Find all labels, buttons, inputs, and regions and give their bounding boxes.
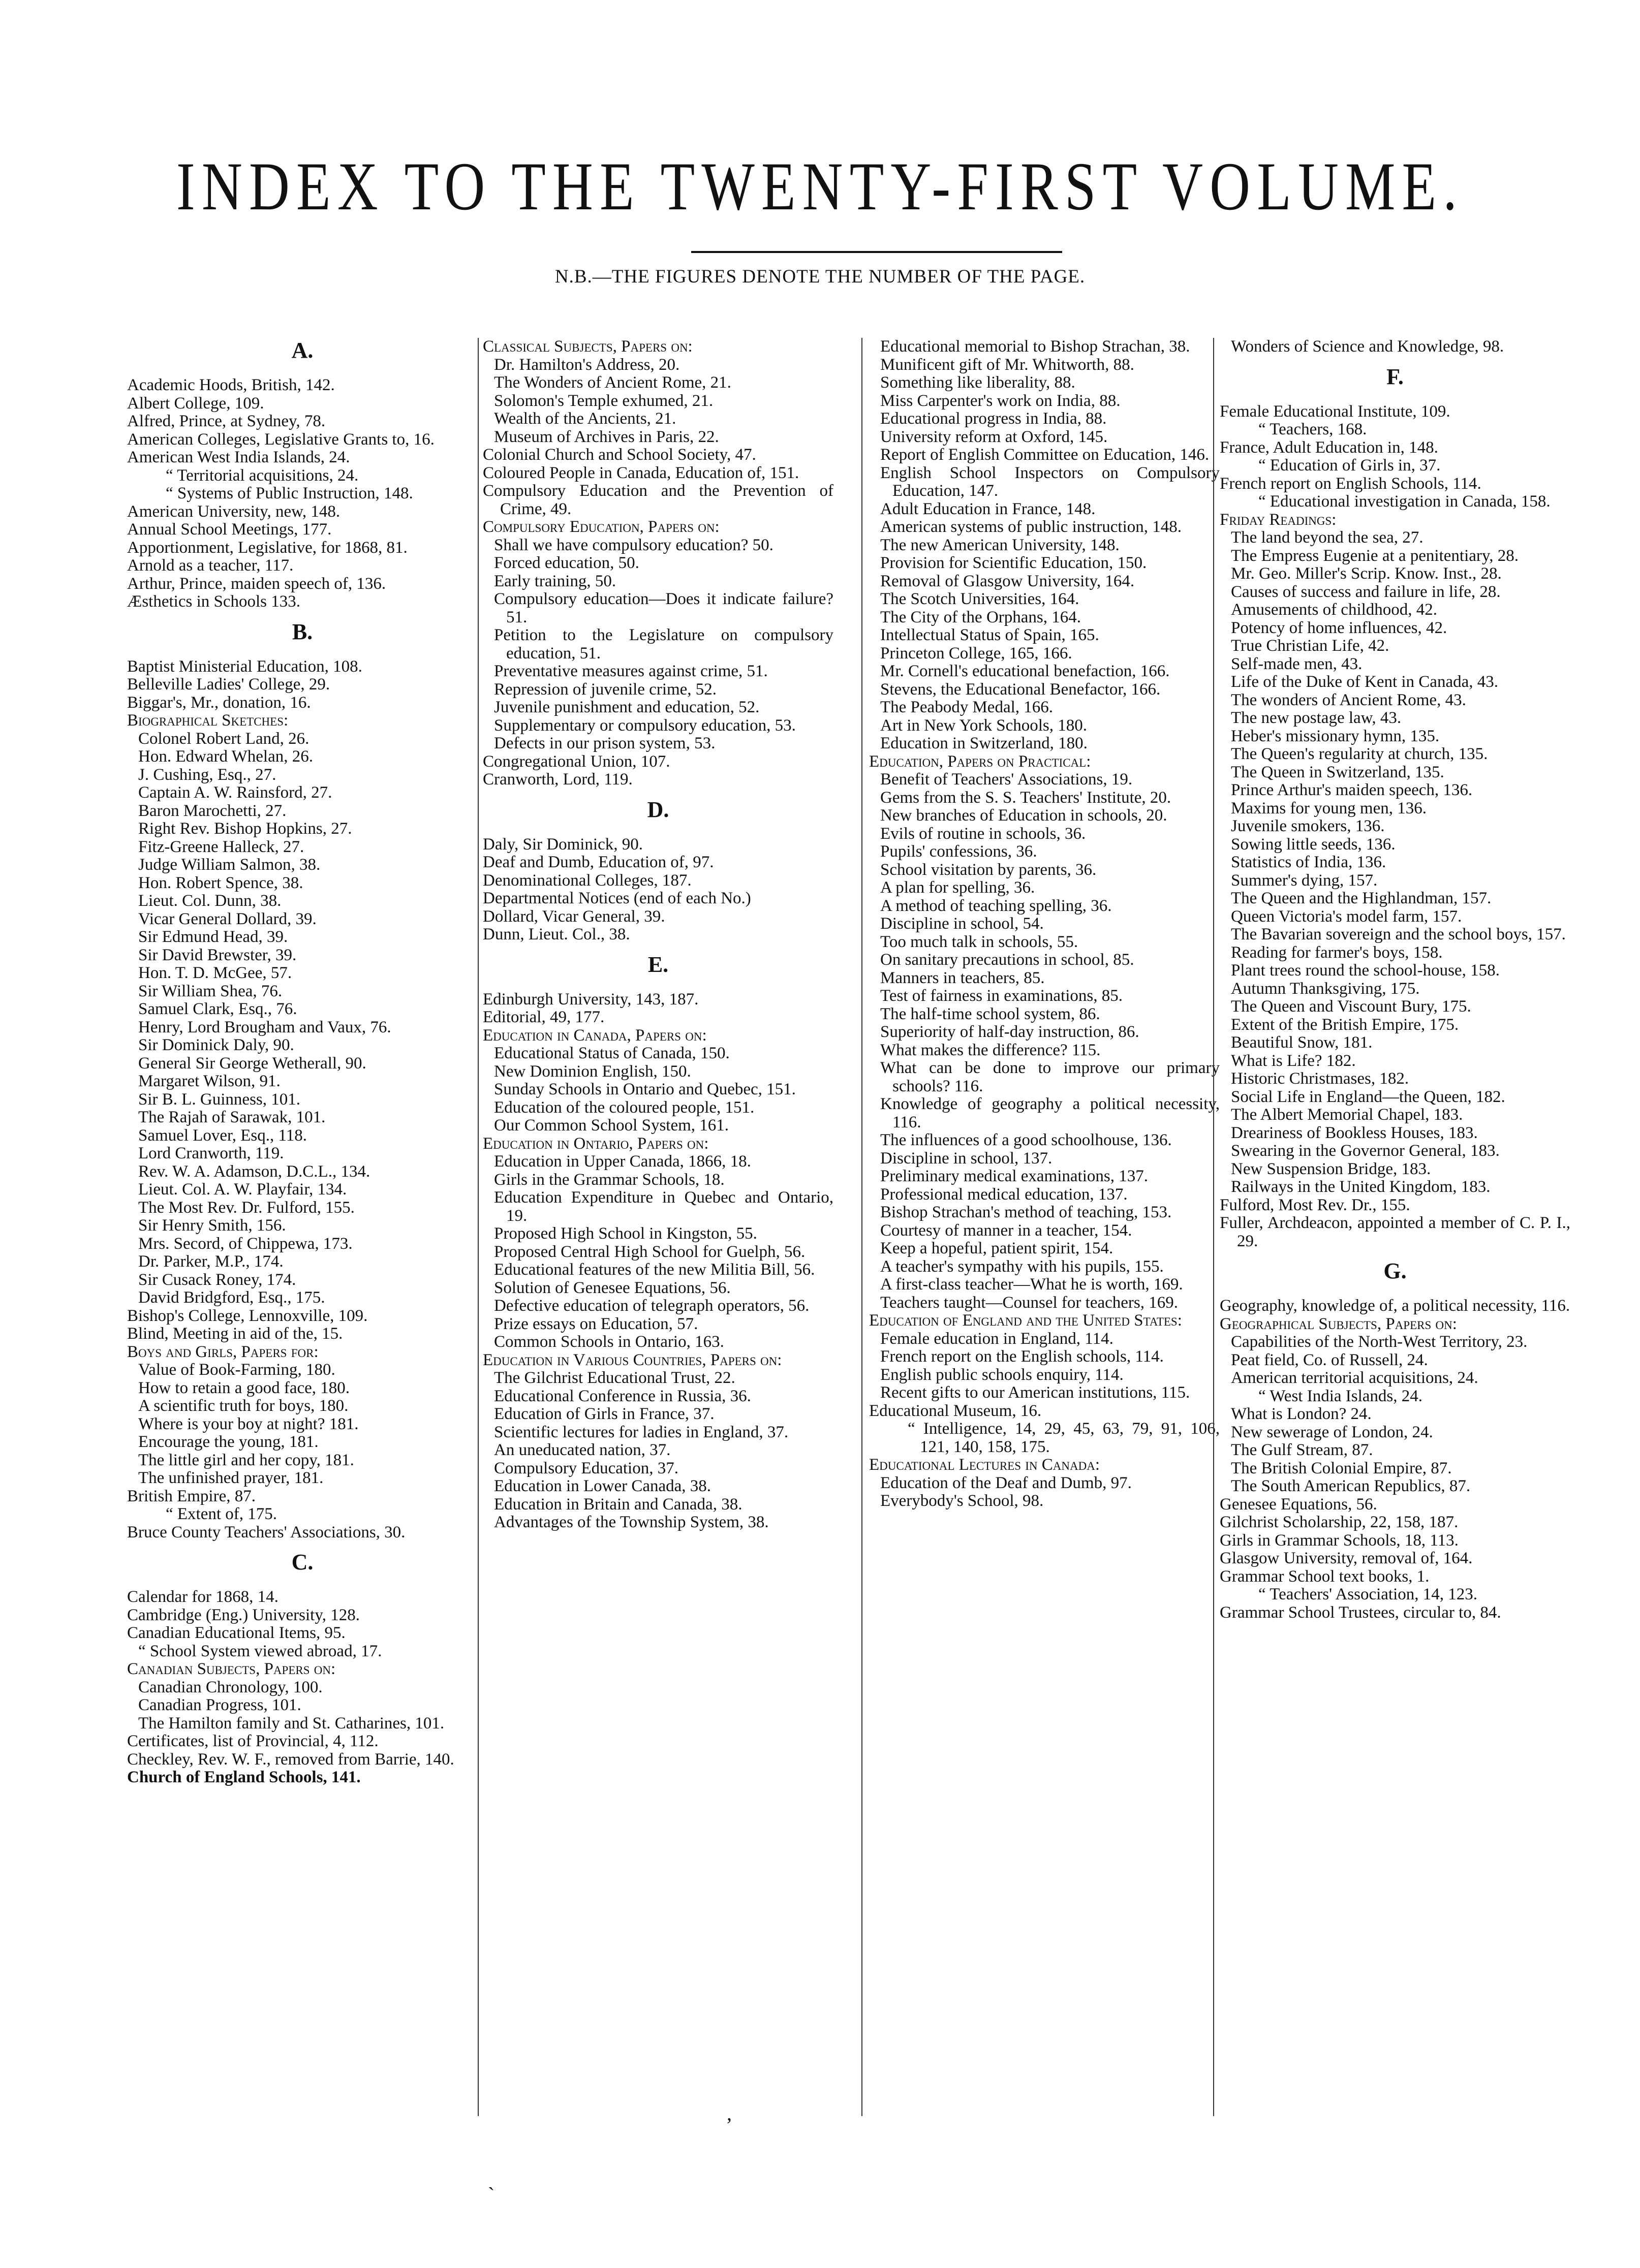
- index-subentry: School visitation by parents, 36.: [880, 860, 1097, 879]
- index-subentry: Evils of routine in schools, 36.: [880, 824, 1086, 843]
- index-subentry: Educational features of the new Militia Bill, 56.: [494, 1261, 815, 1279]
- index-subentry: Educational Conference in Russia, 36.: [494, 1387, 751, 1405]
- index-entry: Compulsory Education and the Prevention of Crime, 49.: [483, 482, 833, 518]
- index-entry: Fulford, Most Rev. Dr., 155.: [1220, 1195, 1410, 1214]
- index-subentry: American systems of public instruction, 148.: [880, 518, 1182, 536]
- index-entry: Alfred, Prince, at Sydney, 78.: [127, 412, 326, 430]
- index-subentry: Educational Status of Canada, 150.: [494, 1044, 730, 1062]
- index-entry: Deaf and Dumb, Education of, 97.: [483, 853, 714, 871]
- index-subentry: Statistics of India, 136.: [1231, 853, 1386, 871]
- index-subentry: Education in Switzerland, 180.: [880, 734, 1088, 752]
- index-entry: Biggar's, Mr., donation, 16.: [127, 693, 311, 712]
- index-entry: American West India Islands, 24.: [127, 448, 350, 466]
- index-entry: Editorial, 49, 177.: [483, 1008, 605, 1026]
- index-subentry: “ Intelligence, 14, 29, 45, 63, 79, 91, 106, 121, 140, 158, 175.: [908, 1420, 1220, 1456]
- index-subentry: Adult Education in France, 148.: [880, 499, 1096, 518]
- index-heading: Education in Various Countries, Papers on:: [483, 1350, 782, 1369]
- index-subentry: Repression of juvenile crime, 52.: [494, 680, 717, 699]
- index-subentry: Samuel Clark, Esq., 76.: [138, 1000, 297, 1018]
- stray-ink-mark: `: [488, 2183, 495, 2206]
- index-subentry: Swearing in the Governor General, 183.: [1231, 1142, 1500, 1160]
- index-subentry: Early training, 50.: [494, 572, 616, 590]
- index-column-3: [869, 338, 1220, 2147]
- index-subentry: Right Rev. Bishop Hopkins, 27.: [138, 820, 352, 838]
- index-subentry: Juvenile punishment and education, 52.: [494, 698, 760, 716]
- index-subentry: Prize essays on Education, 57.: [494, 1314, 698, 1333]
- index-subentry: Sunday Schools in Ontario and Quebec, 151.: [494, 1080, 796, 1098]
- index-subentry: Sir Dominick Daly, 90.: [138, 1036, 294, 1054]
- index-subentry: New Dominion English, 150.: [494, 1062, 691, 1081]
- index-subentry: Stevens, the Educational Benefactor, 166.: [880, 680, 1161, 699]
- index-subentry: Lord Cranworth, 119.: [138, 1144, 284, 1162]
- section-letter: F.: [1386, 364, 1404, 389]
- index-entry: Coloured People in Canada, Education of, 151.: [483, 463, 799, 482]
- index-subentry: English public schools enquiry, 114.: [880, 1365, 1124, 1384]
- index-subentry: Sir William Shea, 76.: [138, 982, 283, 1000]
- index-subentry: Munificent gift of Mr. Whitworth, 88.: [880, 355, 1134, 374]
- index-entry: Grammar School Trustees, circular to, 84.: [1220, 1603, 1501, 1622]
- index-subentry: Proposed Central High School for Guelph, 56.: [494, 1242, 806, 1261]
- index-subentry: The Most Rev. Dr. Fulford, 155.: [138, 1198, 355, 1217]
- index-subentry: Where is your boy at night? 181.: [138, 1414, 359, 1433]
- index-subentry: Vicar General Dollard, 39.: [138, 909, 317, 928]
- index-entry: Colonial Church and School Society, 47.: [483, 446, 756, 464]
- index-subentry: The little girl and her copy, 181.: [138, 1451, 354, 1469]
- index-subentry: Compulsory Education, 37.: [494, 1459, 678, 1477]
- index-column-2: [483, 338, 833, 2147]
- index-subentry: A method of teaching spelling, 36.: [880, 896, 1112, 915]
- index-heading: Biographical Sketches:: [127, 711, 289, 730]
- index-subentry: Judge William Salmon, 38.: [138, 856, 321, 874]
- index-subentry: Education of the Deaf and Dumb, 97.: [880, 1473, 1132, 1492]
- index-subentry: Solomon's Temple exhumed, 21.: [494, 391, 714, 410]
- index-subentry: The new American University, 148.: [880, 536, 1120, 554]
- section-letter: B.: [292, 619, 313, 644]
- index-subentry: David Bridgford, Esq., 175.: [138, 1288, 325, 1307]
- index-subentry: The City of the Orphans, 164.: [880, 608, 1081, 626]
- index-entry: Checkley, Rev. W. F., removed from Barrie, 140.: [127, 1750, 454, 1769]
- column-divider: [861, 338, 862, 2116]
- index-subentry: The Peabody Medal, 166.: [880, 698, 1054, 716]
- index-entry: Congregational Union, 107.: [483, 752, 670, 771]
- index-subentry: An uneducated nation, 37.: [494, 1441, 671, 1459]
- index-subentry: Teachers taught—Counsel for teachers, 169.: [880, 1293, 1178, 1312]
- index-subentry: Too much talk in schools, 55.: [880, 932, 1078, 951]
- index-subentry: Something like liberality, 88.: [880, 373, 1075, 392]
- index-subentry: Mrs. Secord, of Chippewa, 173.: [138, 1234, 353, 1253]
- index-subentry: Rev. W. A. Adamson, D.C.L., 134.: [138, 1162, 370, 1181]
- index-entry: Certificates, list of Provincial, 4, 112.: [127, 1732, 379, 1750]
- index-subentry: Discipline in school, 137.: [880, 1149, 1053, 1168]
- index-subentry: Wealth of the Ancients, 21.: [494, 410, 676, 428]
- index-subentry: Mr. Cornell's educational benefaction, 166.: [880, 662, 1170, 680]
- index-heading: Classical Subjects, Papers on:: [483, 338, 693, 356]
- index-subentry: Provision for Scientific Education, 150.: [880, 554, 1147, 572]
- index-subentry: Defective education of telegraph operators, 56.: [494, 1297, 810, 1315]
- index-entry: Daly, Sir Dominick, 90.: [483, 835, 643, 854]
- index-subentry: Wonders of Science and Knowledge, 98.: [1231, 338, 1504, 356]
- index-subentry: Education in Upper Canada, 1866, 18.: [494, 1152, 751, 1171]
- index-subentry: Prince Arthur's maiden speech, 136.: [1231, 781, 1473, 799]
- index-entry: Cranworth, Lord, 119.: [483, 770, 633, 789]
- index-subentry: Sowing little seeds, 136.: [1231, 835, 1396, 854]
- index-entry: Denominational Colleges, 187.: [483, 871, 692, 890]
- index-subentry: The Scotch Universities, 164.: [880, 590, 1079, 608]
- index-entry: Bishop's College, Lennoxville, 109.: [127, 1306, 368, 1325]
- index-subentry: The British Colonial Empire, 87.: [1231, 1459, 1452, 1477]
- index-entry: Geography, knowledge of, a political necessity, 116.: [1220, 1297, 1570, 1315]
- index-subentry: Reading for farmer's boys, 158.: [1231, 943, 1443, 962]
- index-heading: Boys and Girls, Papers for:: [127, 1342, 319, 1361]
- index-subentry: The influences of a good schoolhouse, 136.: [880, 1131, 1172, 1149]
- index-entry: Educational Museum, 16.: [869, 1401, 1042, 1420]
- index-entry: British Empire, 87.: [127, 1487, 256, 1505]
- index-subentry: Advantages of the Township System, 38.: [494, 1513, 769, 1531]
- index-subentry: Dr. Parker, M.P., 174.: [138, 1252, 284, 1271]
- index-subentry: Canadian Progress, 101.: [138, 1696, 301, 1714]
- index-entry: Canadian Educational Items, 95.: [127, 1624, 346, 1642]
- index-subentry: Professional medical education, 137.: [880, 1185, 1128, 1204]
- index-entry: France, Adult Education in, 148.: [1220, 438, 1438, 457]
- index-subentry: Hon. Edward Whelan, 26.: [138, 747, 313, 766]
- index-subentry: The Queen in Switzerland, 135.: [1231, 763, 1444, 781]
- index-entry: Bruce County Teachers' Associations, 30.: [127, 1523, 406, 1541]
- index-entry: Female Educational Institute, 109.: [1220, 402, 1450, 421]
- index-subentry: New Suspension Bridge, 183.: [1231, 1159, 1431, 1178]
- index-subentry: How to retain a good face, 180.: [138, 1378, 350, 1397]
- index-entry: Belleville Ladies' College, 29.: [127, 675, 330, 694]
- index-entry: Arnold as a teacher, 117.: [127, 556, 294, 575]
- index-entry: Baptist Ministerial Education, 108.: [127, 657, 362, 676]
- index-subentry: Captain A. W. Rainsford, 27.: [138, 783, 332, 802]
- index-subentry: Educational memorial to Bishop Strachan, 38.: [880, 338, 1190, 356]
- index-subentry: Manners in teachers, 85.: [880, 968, 1045, 987]
- index-subentry: Education Expenditure in Quebec and Ontario, 19.: [494, 1188, 833, 1225]
- index-entry: Genesee Equations, 56.: [1220, 1495, 1377, 1514]
- index-subentry: Sir Edmund Head, 39.: [138, 928, 288, 946]
- index-subentry: Encourage the young, 181.: [138, 1433, 319, 1451]
- stray-ink-mark: ,: [727, 2102, 732, 2125]
- index-subentry: New sewerage of London, 24.: [1231, 1423, 1433, 1441]
- index-subentry: Social Life in England—the Queen, 182.: [1231, 1087, 1505, 1106]
- index-subentry: What is London? 24.: [1231, 1405, 1372, 1423]
- index-subentry: The wonders of Ancient Rome, 43.: [1231, 690, 1466, 709]
- index-subentry: Art in New York Schools, 180.: [880, 716, 1088, 735]
- index-entry: Blind, Meeting in aid of the, 15.: [127, 1325, 343, 1343]
- index-subentry: Dreariness of Bookless Houses, 183.: [1231, 1123, 1478, 1142]
- index-subentry: A scientific truth for boys, 180.: [138, 1397, 349, 1415]
- index-subentry: The Rajah of Sarawak, 101.: [138, 1108, 326, 1126]
- index-subentry: “ Extent of, 175.: [166, 1505, 277, 1523]
- index-subentry: Forced education, 50.: [494, 554, 639, 572]
- index-subentry: Lieut. Col. A. W. Playfair, 134.: [138, 1180, 347, 1199]
- index-subentry: Historic Christmases, 182.: [1231, 1069, 1409, 1088]
- title-rule: [691, 251, 1062, 253]
- index-subentry: The land beyond the sea, 27.: [1231, 528, 1424, 547]
- index-subentry: Extent of the British Empire, 175.: [1231, 1015, 1459, 1034]
- index-subentry: Pupils' confessions, 36.: [880, 842, 1037, 861]
- index-subentry: “ Educational investigation in Canada, 158.: [1258, 492, 1551, 511]
- index-subentry: Lieut. Col. Dunn, 38.: [138, 892, 282, 910]
- index-subentry: Plant trees round the school-house, 158.: [1231, 961, 1500, 980]
- index-heading: Education, Papers on Practical:: [869, 752, 1091, 771]
- index-subentry: Princeton College, 165, 166.: [880, 644, 1072, 663]
- index-subentry: Our Common School System, 161.: [494, 1116, 729, 1135]
- index-entry: Apportionment, Legislative, for 1868, 81.: [127, 538, 408, 557]
- section-letter: C.: [291, 1550, 314, 1574]
- index-entry: Edinburgh University, 143, 187.: [483, 990, 699, 1009]
- index-subentry: Potency of home influences, 42.: [1231, 618, 1447, 637]
- index-subentry: Queen Victoria's model farm, 157.: [1231, 907, 1462, 926]
- index-subentry: The Gilchrist Educational Trust, 22.: [494, 1369, 735, 1387]
- index-subentry: Courtesy of manner in a teacher, 154.: [880, 1221, 1132, 1240]
- index-entry: American University, new, 148.: [127, 502, 341, 521]
- index-subentry: New branches of Education in schools, 20.: [880, 806, 1167, 825]
- index-subentry: Defects in our prison system, 53.: [494, 734, 716, 752]
- index-subentry: Benefit of Teachers' Associations, 19.: [880, 770, 1133, 789]
- index-entry: Girls in Grammar Schools, 18, 113.: [1220, 1531, 1459, 1550]
- index-subentry: Education of Girls in France, 37.: [494, 1405, 715, 1423]
- index-subentry: Sir Cusack Roney, 174.: [138, 1270, 296, 1289]
- index-subentry: Recent gifts to our American institutions, 115.: [880, 1383, 1190, 1402]
- index-subentry: Sir B. L. Guinness, 101.: [138, 1090, 301, 1109]
- index-subentry: On sanitary precautions in school, 85.: [880, 951, 1134, 969]
- index-subentry: The Queen's regularity at church, 135.: [1231, 745, 1488, 763]
- index-entry: Gilchrist Scholarship, 22, 158, 187.: [1220, 1513, 1459, 1531]
- index-subentry: Sir Henry Smith, 156.: [138, 1216, 286, 1235]
- index-subentry: Autumn Thanksgiving, 175.: [1231, 979, 1420, 998]
- index-entry: French report on English Schools, 114.: [1220, 474, 1481, 493]
- index-subentry: Girls in the Grammar Schools, 18.: [494, 1170, 725, 1189]
- index-subentry: Gems from the S. S. Teachers' Institute, 20.: [880, 788, 1171, 807]
- index-heading: Friday Readings:: [1220, 510, 1337, 529]
- index-subentry: “ Territorial acquisitions, 24.: [166, 466, 359, 485]
- index-subentry: What can be done to improve our primary schools? 116.: [880, 1059, 1220, 1095]
- section-letter: A.: [291, 338, 314, 363]
- index-subentry: The Queen and the Highlandman, 157.: [1231, 889, 1492, 907]
- index-subentry: Life of the Duke of Kent in Canada, 43.: [1231, 673, 1499, 691]
- index-subentry: University reform at Oxford, 145.: [880, 427, 1108, 446]
- section-letter: D.: [647, 797, 669, 822]
- index-subentry: The Queen and Viscount Bury, 175.: [1231, 997, 1471, 1016]
- index-entry: Glasgow University, removal of, 164.: [1220, 1549, 1473, 1567]
- index-subentry: Mr. Geo. Miller's Scrip. Know. Inst., 28.: [1231, 564, 1502, 583]
- column-divider: [478, 338, 479, 2116]
- index-subentry: The Empress Eugenie at a penitentiary, 28.: [1231, 546, 1519, 565]
- index-heading: Education in Ontario, Papers on:: [483, 1134, 709, 1153]
- index-subentry: Railways in the United Kingdom, 183.: [1231, 1178, 1491, 1196]
- index-subentry: Beautiful Snow, 181.: [1231, 1033, 1373, 1052]
- index-subentry: Bishop Strachan's method of teaching, 153.: [880, 1203, 1172, 1221]
- index-subentry: Sir David Brewster, 39.: [138, 946, 297, 964]
- index-heading: Geographical Subjects, Papers on:: [1220, 1314, 1457, 1333]
- index-subentry: Dr. Hamilton's Address, 20.: [494, 355, 680, 374]
- index-subentry: The Bavarian sovereign and the school boys, 157.: [1231, 925, 1566, 943]
- index-heading: Education of England and the United States:: [869, 1311, 1182, 1330]
- index-subentry: Value of Book-Farming, 180.: [138, 1361, 335, 1379]
- index-subentry: The unfinished prayer, 181.: [138, 1469, 324, 1487]
- index-subentry: Intellectual Status of Spain, 165.: [880, 626, 1099, 644]
- index-entry: American Colleges, Legislative Grants to, 16.: [127, 430, 435, 449]
- index-subentry: Amusements of childhood, 42.: [1231, 601, 1438, 619]
- index-subentry: Baron Marochetti, 27.: [138, 801, 287, 820]
- index-column-4: [1220, 338, 1570, 2147]
- index-entry: Æsthetics in Schools 133.: [127, 592, 301, 611]
- index-subentry: The Hamilton family and St. Catharines, 101.: [138, 1714, 445, 1732]
- index-subentry: Education in Lower Canada, 38.: [494, 1477, 711, 1495]
- index-subentry: The Gulf Stream, 87.: [1231, 1441, 1373, 1459]
- index-subentry: The South American Republics, 87.: [1231, 1477, 1471, 1495]
- index-column-1: [127, 338, 478, 2147]
- index-subentry: Canadian Chronology, 100.: [138, 1678, 323, 1696]
- index-entry: Cambridge (Eng.) University, 128.: [127, 1605, 360, 1624]
- index-subentry: “ Systems of Public Instruction, 148.: [166, 484, 413, 502]
- index-subentry: Scientific lectures for ladies in England, 37.: [494, 1423, 789, 1441]
- index-heading: Canadian Subjects, Papers on:: [127, 1660, 336, 1678]
- index-subentry: Fitz-Greene Halleck, 27.: [138, 837, 304, 856]
- section-letter: E.: [647, 952, 669, 977]
- index-subentry: What makes the difference? 115.: [880, 1041, 1101, 1059]
- index-heading: Educational Lectures in Canada:: [869, 1456, 1100, 1474]
- index-subentry: Superiority of half-day instruction, 86.: [880, 1023, 1139, 1041]
- index-entry: Fuller, Archdeacon, appointed a member of C. P. I., 29.: [1220, 1214, 1570, 1250]
- index-subentry: Report of English Committee on Education, 146.: [880, 446, 1210, 464]
- index-entry: Departmental Notices (end of each No.): [483, 889, 751, 907]
- index-subentry: “ Education of Girls in, 37.: [1258, 456, 1441, 475]
- index-subentry: The new postage law, 43.: [1231, 709, 1402, 727]
- index-subentry: A first-class teacher—What he is worth, 169.: [880, 1275, 1183, 1294]
- index-subentry: “ School System viewed abroad, 17.: [138, 1642, 382, 1660]
- index-subentry: The half-time school system, 86.: [880, 1004, 1100, 1023]
- index-subentry: Petition to the Legislature on compulsory education, 51.: [494, 626, 833, 663]
- section-letter: G.: [1383, 1258, 1407, 1283]
- index-subentry: Maxims for young men, 136.: [1231, 799, 1427, 817]
- index-subentry: English School Inspectors on Compulsory Education, 147.: [880, 463, 1220, 500]
- index-subentry: Removal of Glasgow University, 164.: [880, 572, 1135, 590]
- index-subentry: J. Cushing, Esq., 27.: [138, 765, 276, 784]
- index-subentry: “ West India Islands, 24.: [1258, 1387, 1423, 1405]
- index-subentry: Educational progress in India, 88.: [880, 410, 1107, 428]
- index-subentry: “ Teachers' Association, 14, 123.: [1258, 1585, 1478, 1603]
- index-subentry: Hon. T. D. McGee, 57.: [138, 964, 292, 982]
- index-subentry: Hon. Robert Spence, 38.: [138, 873, 303, 892]
- index-subentry: Knowledge of geography a political necessity, 116.: [880, 1095, 1220, 1131]
- index-subentry: Colonel Robert Land, 26.: [138, 729, 310, 748]
- index-subentry: Test of fairness in examinations, 85.: [880, 987, 1123, 1005]
- index-subentry: True Christian Life, 42.: [1231, 637, 1389, 655]
- index-subentry: Proposed High School in Kingston, 55.: [494, 1224, 757, 1243]
- index-subentry: Samuel Lover, Esq., 118.: [138, 1126, 307, 1145]
- index-subentry: Juvenile smokers, 136.: [1231, 817, 1385, 835]
- index-subentry: Museum of Archives in Paris, 22.: [494, 427, 719, 446]
- index-subentry: Miss Carpenter's work on India, 88.: [880, 391, 1121, 410]
- page-note: N.B.—THE FIGURES DENOTE THE NUMBER OF THE PAGE.: [554, 266, 1086, 287]
- index-entry: Dollard, Vicar General, 39.: [483, 907, 665, 926]
- index-subentry: Education of the coloured people, 151.: [494, 1098, 755, 1117]
- index-subentry: The Albert Memorial Chapel, 183.: [1231, 1106, 1463, 1124]
- index-subentry: “ Teachers, 168.: [1258, 420, 1367, 438]
- index-entry: Church of England Schools, 141.: [127, 1768, 361, 1786]
- index-entry: Arthur, Prince, maiden speech of, 136.: [127, 574, 386, 593]
- index-entry: Academic Hoods, British, 142.: [127, 376, 335, 394]
- index-subentry: American territorial acquisitions, 24.: [1231, 1369, 1478, 1387]
- index-subentry: Keep a hopeful, patient spirit, 154.: [880, 1239, 1113, 1257]
- index-entry: Annual School Meetings, 177.: [127, 520, 332, 539]
- index-subentry: General Sir George Wetherall, 90.: [138, 1054, 366, 1073]
- index-heading: Compulsory Education, Papers on:: [483, 518, 720, 536]
- index-subentry: Causes of success and failure in life, 28.: [1231, 582, 1501, 601]
- index-subentry: Self-made men, 43.: [1231, 654, 1363, 673]
- index-subentry: Capabilities of the North-West Territory, 23.: [1231, 1333, 1528, 1351]
- index-subentry: Education in Britain and Canada, 38.: [494, 1495, 742, 1514]
- index-subentry: Everybody's School, 98.: [880, 1492, 1044, 1510]
- index-subentry: Shall we have compulsory education? 50.: [494, 536, 773, 554]
- index-subentry: Solution of Genesee Equations, 56.: [494, 1278, 731, 1297]
- index-subentry: Discipline in school, 54.: [880, 915, 1044, 933]
- index-subentry: Common Schools in Ontario, 163.: [494, 1333, 724, 1351]
- index-subentry: French report on the English schools, 114.: [880, 1347, 1164, 1366]
- index-entry: Calendar for 1868, 14.: [127, 1588, 279, 1606]
- index-subentry: Preliminary medical examinations, 137.: [880, 1167, 1148, 1185]
- index-subentry: Compulsory education—Does it indicate failure? 51.: [494, 590, 833, 626]
- index-entry: Grammar School text books, 1.: [1220, 1567, 1430, 1586]
- index-entry: Dunn, Lieut. Col., 38.: [483, 925, 630, 943]
- index-subentry: Heber's missionary hymn, 135.: [1231, 727, 1440, 745]
- index-heading: Education in Canada, Papers on:: [483, 1026, 707, 1045]
- index-subentry: Female education in England, 114.: [880, 1329, 1113, 1348]
- page-title: INDEX TO THE TWENTY-FIRST VOLUME.: [176, 149, 1464, 225]
- index-subentry: What is Life? 182.: [1231, 1051, 1356, 1070]
- index-subentry: A plan for spelling, 36.: [880, 878, 1035, 897]
- index-subentry: Summer's dying, 157.: [1231, 871, 1378, 890]
- index-subentry: Peat field, Co. of Russell, 24.: [1231, 1350, 1428, 1369]
- index-subentry: Supplementary or compulsory education, 53.: [494, 716, 796, 735]
- index-subentry: Preventative measures against crime, 51.: [494, 662, 768, 680]
- column-divider: [1213, 338, 1214, 2116]
- index-subentry: A teacher's sympathy with his pupils, 155.: [880, 1257, 1164, 1276]
- index-subentry: Margaret Wilson, 91.: [138, 1072, 281, 1090]
- index-subentry: The Wonders of Ancient Rome, 21.: [494, 373, 731, 392]
- index-subentry: Henry, Lord Brougham and Vaux, 76.: [138, 1018, 391, 1036]
- index-entry: Albert College, 109.: [127, 394, 264, 413]
